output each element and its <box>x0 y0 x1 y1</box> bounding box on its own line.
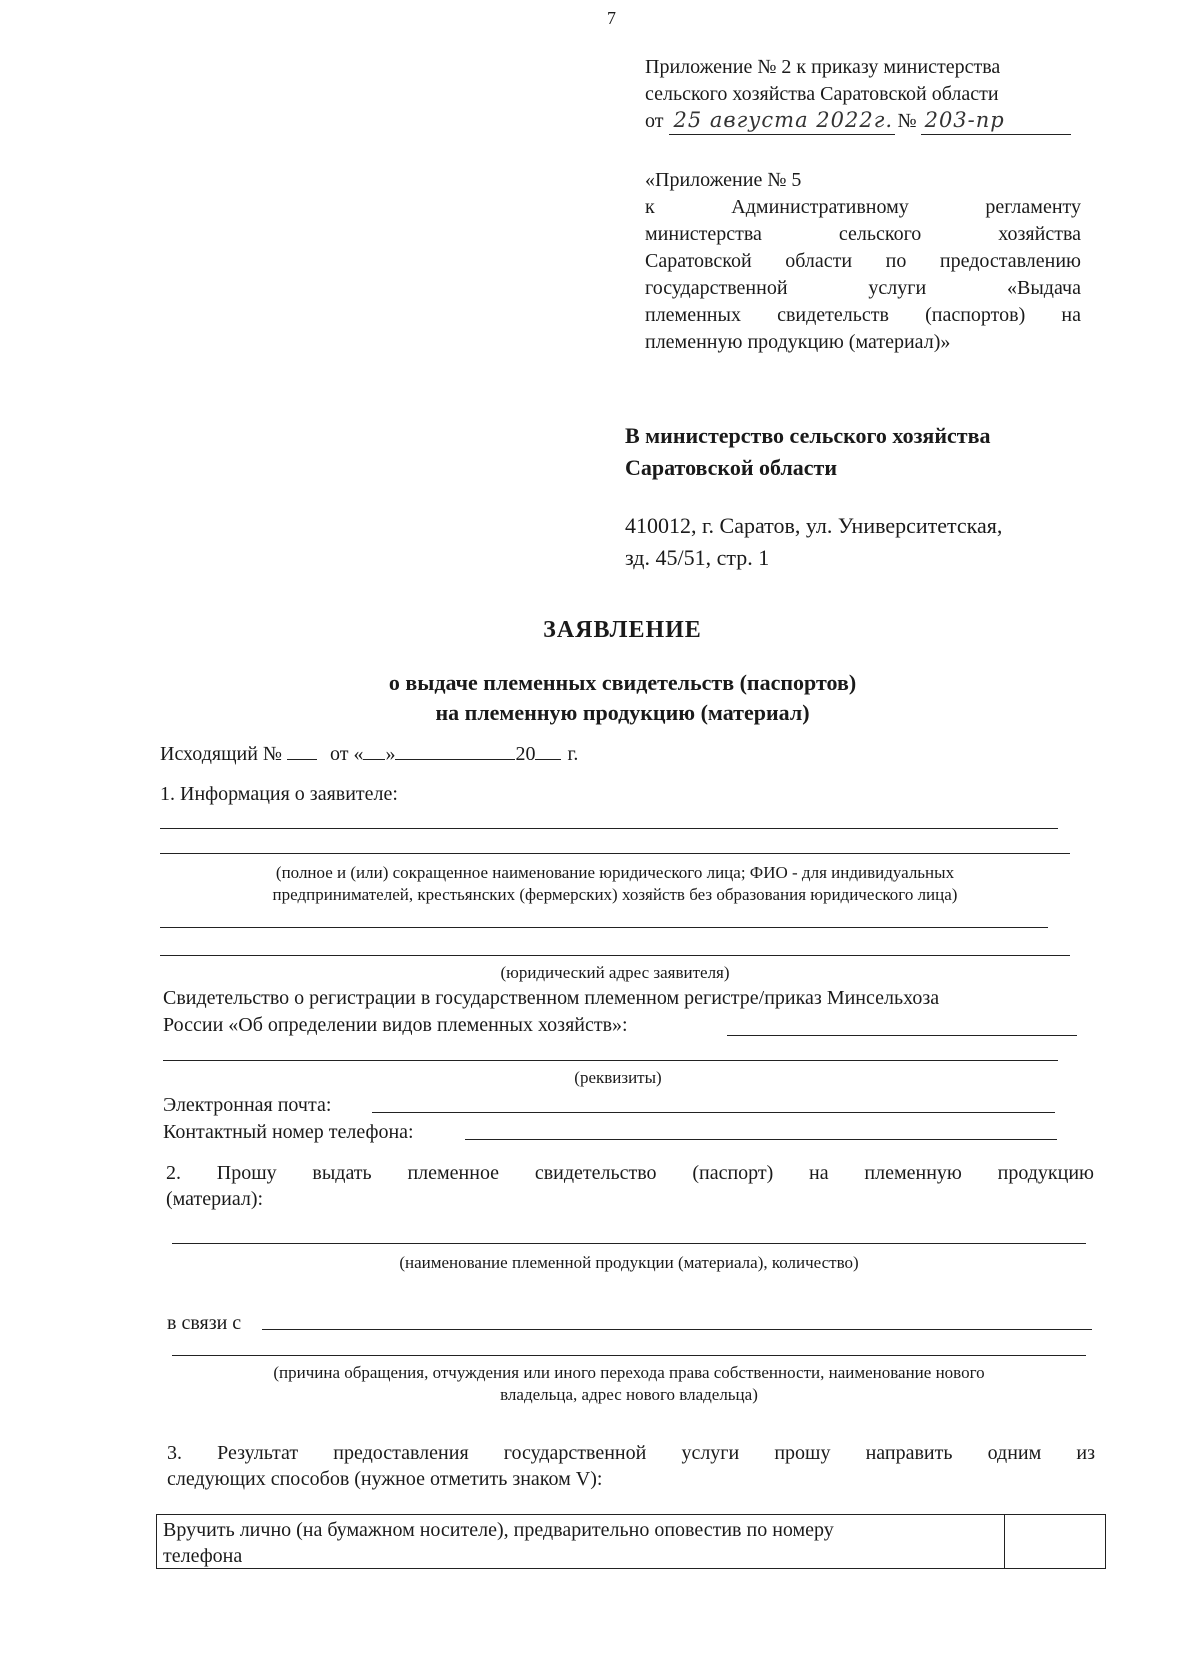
option-personal-delivery-checkbox[interactable] <box>1007 1515 1105 1568</box>
section3-line2: следующих способов (нужное отметить знаком V): <box>167 1468 603 1490</box>
reason-field-line2[interactable] <box>172 1355 1086 1356</box>
document-subtitle <box>0 668 1200 728</box>
certificate-field-line2[interactable] <box>163 1060 1058 1061</box>
addressee <box>625 420 990 484</box>
outgoing-year-prefix: 20 <box>515 743 536 765</box>
email-field[interactable] <box>372 1112 1055 1113</box>
phone-label: Контактный номер телефона: <box>163 1121 414 1143</box>
address-line1: 410012, г. Саратов, ул. Университетская, <box>625 513 1003 538</box>
caption-name-line1: (полное и (или) сокращенное наименование юридического лица; ФИО - для индивидуальных <box>275 863 955 882</box>
annex-header-line1: Приложение № 2 к приказу министерства <box>645 56 1001 78</box>
caption-legal-address: (юридический адрес заявителя) <box>500 963 730 982</box>
address <box>625 510 1002 574</box>
section1-heading: 1. Информация о заявителе: <box>160 783 398 805</box>
outgoing-close-quote: » <box>385 743 396 765</box>
caption-product: (наименование племенной продукции (материала), количество) <box>399 1253 859 1272</box>
page-number: 7 <box>607 8 616 28</box>
caption-reason-line2: владельца, адрес нового владельца) <box>500 1385 758 1404</box>
annex-header <box>645 54 1075 135</box>
annex5-line7: племенную продукцию (материал)» <box>645 331 951 353</box>
subtitle-line2: на племенную продукцию (материал) <box>435 700 810 725</box>
annex5-line4: Саратовской области по предоставлению <box>645 250 1081 272</box>
caption-requisites: (реквизиты) <box>574 1068 662 1087</box>
delivery-options-table <box>156 1514 1106 1569</box>
option1-line2: телефона <box>163 1545 243 1567</box>
outgoing-month-field[interactable] <box>395 741 515 760</box>
annex-number-handwritten: 203-пр <box>924 108 1005 132</box>
section2-line1: 2. Прошу выдать племенное свидетельство (паспорт) на племенную продукцию <box>166 1162 1094 1184</box>
addressee-line1: В министерство сельского хозяйства <box>625 423 991 448</box>
outgoing-number-field[interactable] <box>287 741 317 760</box>
addressee-line2: Саратовской области <box>625 455 838 480</box>
outgoing-from: от « <box>329 743 364 765</box>
annex5-line2: к Административному регламенту <box>645 196 1081 218</box>
certificate-field-line1[interactable] <box>727 1035 1077 1036</box>
caption-reason <box>172 1362 1086 1406</box>
subtitle-line1: о выдаче племенных свидетельств (паспортов) <box>388 670 857 695</box>
applicant-name-line1[interactable] <box>160 828 1058 829</box>
annex-header-line2: сельского хозяйства Саратовской области <box>645 83 999 105</box>
option1-line1: Вручить лично (на бумажном носителе), предварительно оповестив по номеру <box>163 1519 834 1541</box>
section2-text <box>166 1160 1094 1212</box>
annex5-block <box>645 167 1081 356</box>
section3-text <box>167 1440 1095 1492</box>
caption-name-line2: предпринимателей, крестьянских (фермерских) хозяйств без образования юридического лица) <box>272 885 958 904</box>
section3-line1: 3. Результат предоставления государственной услуги прошу направить одним из <box>167 1442 1095 1464</box>
product-field[interactable] <box>172 1243 1086 1244</box>
certificate-line1: Свидетельство о регистрации в государственном племенном регистре/приказ Минсельхоза <box>163 987 940 1009</box>
email-label: Электронная почта: <box>163 1094 332 1116</box>
reason-field-line1[interactable] <box>262 1329 1092 1330</box>
document-title: ЗАЯВЛЕНИЕ <box>543 617 702 643</box>
caption-reason-line1: (причина обращения, отчуждения или иного перехода права собственности, наименование нового <box>273 1363 985 1382</box>
annex-date-field <box>669 110 895 135</box>
annex5-line3: министерства сельского хозяйства <box>645 223 1081 245</box>
section2-line2: (материал): <box>166 1188 264 1210</box>
legal-address-line2[interactable] <box>160 955 1070 956</box>
outgoing-label: Исходящий № <box>160 743 282 765</box>
annex-number-label: № <box>897 110 917 132</box>
outgoing-year-suffix: г. <box>567 743 579 765</box>
address-line2: зд. 45/51, стр. 1 <box>625 545 770 570</box>
annex-date-row <box>645 108 1075 135</box>
caption-applicant-name <box>160 862 1070 906</box>
annex-date-handwritten: 25 августа 2022г. <box>673 108 894 132</box>
outgoing-year-field[interactable] <box>535 741 561 760</box>
outgoing-row <box>160 741 578 767</box>
annex5-line5: государственной услуги «Выдача <box>645 277 1081 299</box>
annex-number-field <box>921 110 1071 135</box>
reason-label: в связи с <box>167 1312 242 1334</box>
annex5-line1: «Приложение № 5 <box>645 169 802 191</box>
annex5-line6: племенных свидетельств (паспортов) на <box>645 304 1081 326</box>
option-personal-delivery <box>157 1515 1005 1568</box>
certificate-line2: России «Об определении видов племенных хозяйств»: <box>163 1014 628 1036</box>
annex-from-label: от <box>645 110 664 132</box>
phone-field[interactable] <box>465 1139 1057 1140</box>
legal-address-line1[interactable] <box>160 927 1048 928</box>
outgoing-day-field[interactable] <box>363 741 385 760</box>
applicant-name-line2[interactable] <box>160 853 1070 854</box>
